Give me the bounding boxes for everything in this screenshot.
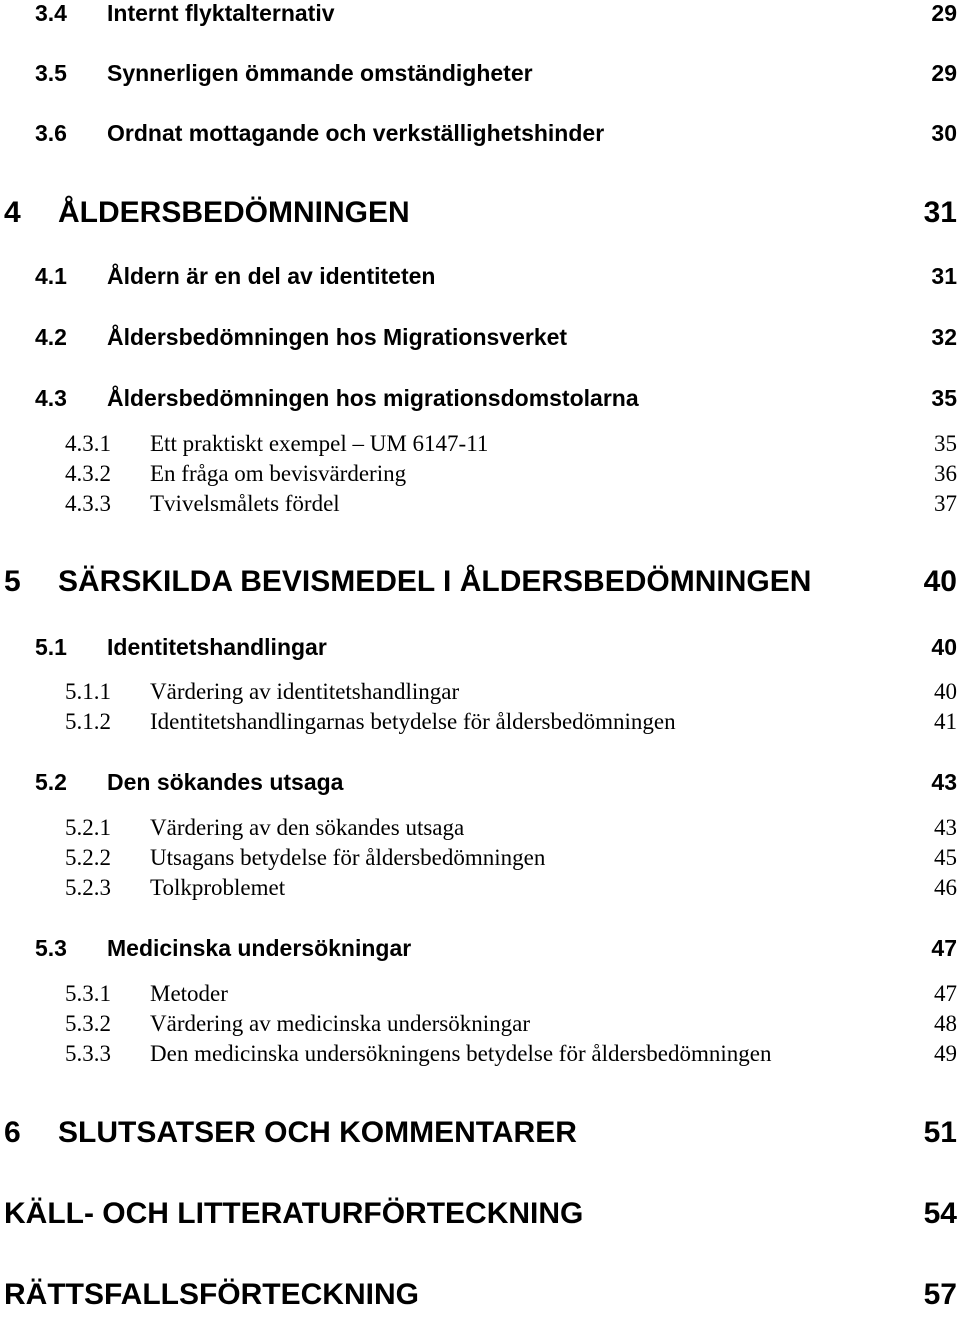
toc-subentry-page: 37 <box>934 491 957 516</box>
toc-subentry-number: 5.1.1 <box>65 679 111 704</box>
toc-chapter-page: 54 <box>923 1197 957 1230</box>
toc-entry-page: 47 <box>931 935 957 961</box>
toc-subentry <box>0 1040 960 1080</box>
toc-subentry-number: 5.2.2 <box>65 845 111 870</box>
toc-entry-page: 43 <box>931 769 957 795</box>
toc-chapter-title: RÄTTSFALLSFÖRTECKNING <box>4 1278 419 1311</box>
toc-entry-number: 5.1 <box>35 634 67 660</box>
toc-entry <box>0 262 960 302</box>
toc-entry-number: 4.2 <box>35 324 67 350</box>
toc-subentry-page: 47 <box>934 981 957 1006</box>
toc-entry-title: Synnerligen ömmande omständigheter <box>107 60 533 86</box>
toc-subentry-title: Utsagans betydelse för åldersbedömningen <box>150 845 546 870</box>
toc-chapter-title: KÄLL- OCH LITTERATURFÖRTECKNING <box>4 1197 584 1230</box>
toc-entry-title: Den sökandes utsaga <box>107 769 344 795</box>
toc-entry <box>0 323 960 363</box>
toc-entry-title: Internt flyktalternativ <box>107 0 335 26</box>
toc-subentry-number: 5.3.2 <box>65 1011 111 1036</box>
toc-entry <box>0 768 960 808</box>
toc-entry <box>0 0 960 39</box>
toc-subentry-number: 5.3.1 <box>65 981 111 1006</box>
toc-chapter <box>0 1115 960 1155</box>
toc-subentry-page: 43 <box>934 815 957 840</box>
toc-chapter <box>0 1196 960 1236</box>
toc-chapter-number: 4 <box>4 196 21 229</box>
toc-subentry-number: 4.3.2 <box>65 461 111 486</box>
toc-entry-page: 35 <box>931 385 957 411</box>
toc-entry-number: 5.3 <box>35 935 67 961</box>
toc-subentry-number: 5.2.3 <box>65 875 111 900</box>
toc-chapter <box>0 195 960 235</box>
toc-entry-page: 30 <box>931 120 957 146</box>
toc-subentry-number: 4.3.1 <box>65 431 111 456</box>
toc-subentry <box>0 874 960 914</box>
toc-subentry-number: 5.2.1 <box>65 815 111 840</box>
toc-subentry-page: 48 <box>934 1011 957 1036</box>
toc-entry-title: Medicinska undersökningar <box>107 935 412 961</box>
toc-chapter-page: 57 <box>923 1278 957 1311</box>
toc-entry-title: Ordnat mottagande och verkställighetshinder <box>107 120 605 146</box>
toc-entry-page: 29 <box>931 0 957 26</box>
toc-entry <box>0 119 960 159</box>
toc-chapter-page: 40 <box>923 565 957 598</box>
toc-subentry-page: 41 <box>934 709 957 734</box>
toc-subentry-title: Metoder <box>150 981 228 1006</box>
toc-chapter <box>0 1277 960 1317</box>
toc-chapter-page: 31 <box>923 196 957 229</box>
toc-subentry-page: 35 <box>934 431 957 456</box>
toc-subentry-title: Värdering av identitetshandlingar <box>150 679 460 704</box>
toc-subentry-title: Värdering av den sökandes utsaga <box>150 815 465 840</box>
toc-subentry-number: 5.3.3 <box>65 1041 111 1066</box>
toc-chapter-page: 51 <box>923 1116 957 1149</box>
toc-subentry-page: 40 <box>934 679 957 704</box>
toc-entry <box>0 633 960 673</box>
toc-chapter-number: 6 <box>4 1116 21 1149</box>
toc-entry-page: 32 <box>931 324 957 350</box>
toc-subentry <box>0 708 960 748</box>
toc-chapter-title: ÅLDERSBEDÖMNINGEN <box>58 196 410 229</box>
toc-subentry-title: Tolkproblemet <box>150 875 286 900</box>
toc-entry <box>0 934 960 974</box>
toc-subentry-number: 5.1.2 <box>65 709 111 734</box>
toc-entry-number: 3.4 <box>35 0 67 26</box>
toc-chapter-title: SLUTSATSER OCH KOMMENTARER <box>58 1116 577 1149</box>
toc-chapter-number: 5 <box>4 565 21 598</box>
toc-subentry-title: Ett praktiskt exempel – UM 6147-11 <box>150 431 489 456</box>
toc-entry-page: 40 <box>931 634 957 660</box>
toc-entry-number: 4.1 <box>35 263 67 289</box>
toc-subentry-page: 45 <box>934 845 957 870</box>
toc-chapter <box>0 564 960 604</box>
toc-entry <box>0 384 960 424</box>
toc-subentry-title: Den medicinska undersökningens betydelse för åldersbedömningen <box>150 1041 772 1066</box>
toc-entry-number: 3.6 <box>35 120 67 146</box>
toc-subentry-title: Tvivelsmålets fördel <box>150 491 340 516</box>
toc-subentry-title: Identitetshandlingarnas betydelse för åldersbedömningen <box>150 709 676 734</box>
toc-subentry-number: 4.3.3 <box>65 491 111 516</box>
toc-entry-title: Åldern är en del av identiteten <box>107 263 436 289</box>
toc-entry-number: 4.3 <box>35 385 67 411</box>
toc-entry-title: Identitetshandlingar <box>107 634 327 660</box>
toc-entry-number: 3.5 <box>35 60 67 86</box>
toc-entry-page: 31 <box>931 263 957 289</box>
toc-subentry-title: En fråga om bevisvärdering <box>150 461 407 486</box>
toc-entry-title: Åldersbedömningen hos migrationsdomstolarna <box>107 385 639 411</box>
toc-subentry-page: 36 <box>934 461 957 486</box>
toc-subentry-page: 46 <box>934 875 957 900</box>
toc-subentry-title: Värdering av medicinska undersökningar <box>150 1011 531 1036</box>
toc-entry-number: 5.2 <box>35 769 67 795</box>
toc-entry-title: Åldersbedömningen hos Migrationsverket <box>107 324 568 350</box>
toc-entry <box>0 59 960 99</box>
toc-entry-page: 29 <box>931 60 957 86</box>
toc-subentry-page: 49 <box>934 1041 957 1066</box>
toc-subentry <box>0 490 960 530</box>
toc-chapter-title: SÄRSKILDA BEVISMEDEL I ÅLDERSBEDÖMNINGEN <box>58 565 812 598</box>
